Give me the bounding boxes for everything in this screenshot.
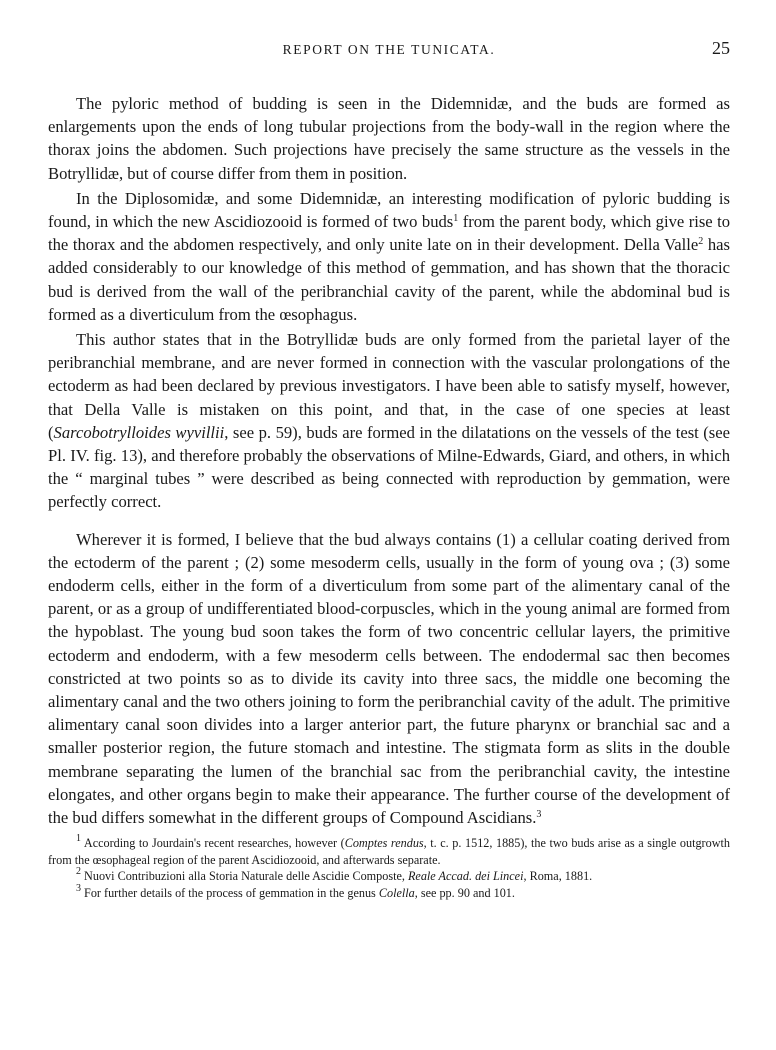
footnote-1-text-a: According to Jourdain's recent researches, however ( [81,836,345,851]
footnote-1-text-b: , t. c. p. 1512, 1885), the two buds arise as a single outgrowth from the œsophageal region of the parent Ascidiozooid, and afterwards separate. [48,836,730,867]
page-number: 25 [712,38,730,58]
footnote-ref-3[interactable]: 3 [536,809,542,821]
species-name: Sarcobotrylloides wyvillii [53,422,225,442]
footnote-ref-2[interactable]: 2 [698,236,704,248]
paragraph-1 [48,92,730,185]
running-head-title: REPORT ON THE TUNICATA. [282,42,496,57]
footnote-1-mark: 1 [76,833,81,845]
page [48,38,730,901]
footnote-2 [48,868,730,885]
footnote-ref-1[interactable]: 1 [453,213,459,225]
footnote-3-text-b: , see pp. 90 and 101. [414,885,515,900]
paragraph-4 [48,528,730,830]
paragraph-2 [48,187,730,326]
paragraph-1-text: The pyloric method of budding is seen in the Didemnidæ, and the buds are formed as enlargements upon the ends of long tubular projections from the body-wall in the region where the thorax joins the abdomen. Such projections have precisely the same structure as the vessels in the Botryllidæ, but of course differ from them in position. [48,94,730,183]
paragraph-3 [48,328,730,514]
footnote-2-italic: Reale Accad. dei Lincei [407,869,524,884]
paragraph-2-text-a: In the Diplosomidæ, and some Didemnidæ, an interesting modification of pyloric budding is found, in which the new Ascidiozooid is formed of two buds [48,188,730,232]
paragraph-3-text-b: , see p. 59), buds are formed in the dilatations on the vessels of the test (see Pl. IV. fig. 13), and therefore probably the observations of Milne-Edwards, Giard, and others, in which the “ marginal tubes ” were described as being connected with reproduction by gemmation, were perfectly correct. [48,422,730,512]
footnote-1 [48,835,730,868]
running-head [48,38,730,64]
footnote-3 [48,882,730,902]
footnote-3-mark: 3 [76,882,81,894]
footnote-2-mark: 2 [76,866,81,878]
footnote-1-italic: Comptes rendus [344,836,424,851]
paragraph-2-text-b: from the parent body, which give rise to the thorax and the abdomen respectively, and only unite late on in their development. Della Valle [48,212,730,255]
paragraph-2-text-c: has added considerably to our knowledge of this method of gemmation, and has shown that the thoracic bud is derived from the wall of the peribranchial cavity of the parent, while the abdominal bud is formed as a diverticulum from the œsophagus. [48,235,730,324]
paragraph-4-text: Wherever it is formed, I believe that the bud always contains (1) a cellular coating derived from the ectoderm of the parent ; (2) some mesoderm cells, usually in the form of young ova ; (3) some endoderm cells, either in the form of a diverticulum from some part of the alimentary canal of the parent, or as a group of undifferentiated blood-corpuscles, which in the young animal are formed from the hypoblast. The young bud soon takes the form of two concentric cellular layers, the primitive ectoderm and endoderm, with a few mesoderm cells between. The endodermal sac then becomes constricted at two points so as to divide its cavity into three sacs, the middle one becoming the alimentary canal and the two others joining to form the peribranchial cavity of the adult. The primitive alimentary canal soon divides into a larger anterior part, the future pharynx or branchial sac and a smaller posterior region, the future stomach and intestine. The stigmata form as slits in the double membrane separating the lumen of the branchial sac from the peribranchial cavity, the intestine elongates, and other organs begin to make their appearance. The further course of the development of the bud differs somewhat in the different groups of Compound Ascidians. [48,529,730,828]
footnote-3-text-a: For further details of the process of gemmation in the genus [81,885,379,900]
paragraph-3-text-a: This author states that in the Botryllidæ buds are only formed from the parietal layer of the peribranchial membrane, and are never formed in connection with the vascular prolongations of the ectoderm as had been declared by previous investigators. I have been able to satisfy myself, however, that Della Valle is mistaken on this point, and that, in the case of one species at least ( [48,330,730,442]
footnote-2-text-a: Nuovi Contribuzioni alla Storia Naturale delle Ascidie Composte, [81,869,408,884]
footnote-3-italic: Colella [378,885,415,900]
body-text [48,92,730,829]
footnote-2-text-b: , Roma, 1881. [523,869,593,884]
footnotes [48,835,730,901]
